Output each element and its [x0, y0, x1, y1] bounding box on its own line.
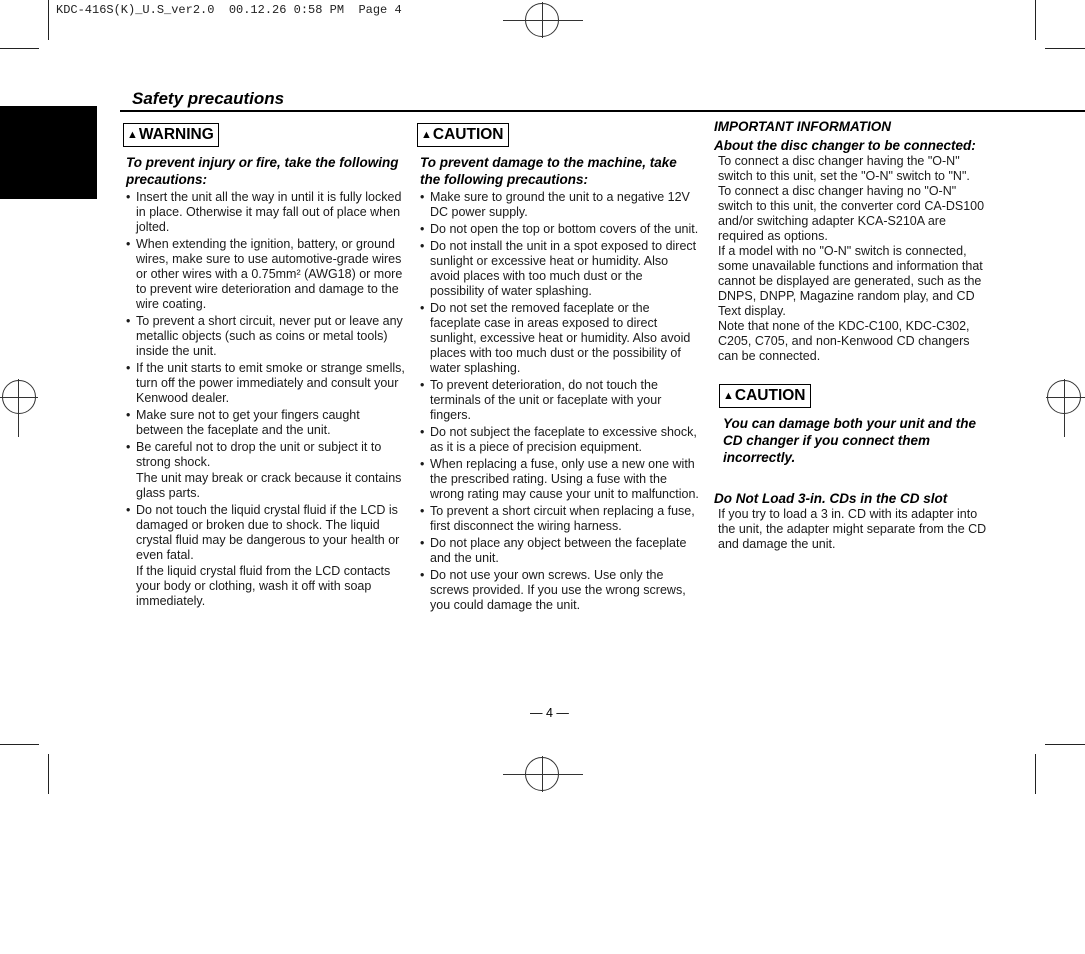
important-paragraph: If a model with no "O-N" switch is connected, some unavailable functions and information that cannot be displayed are generated, such as the DNPS, DNPP, Magazine random play, and CD Text display. — [718, 244, 983, 318]
cd-slot-title: Do Not Load 3-in. CDs in the CD slot — [714, 491, 948, 506]
warning-item: • To prevent a short circuit, never put or leave any metallic objects (such as coins or metal tools) inside the unit. — [126, 314, 405, 359]
caution-column — [417, 123, 699, 615]
warning-item: • Be careful not to drop the unit or subject it to strong shock. — [126, 440, 405, 470]
important-subtitle: About the disc changer to be connected: — [714, 138, 976, 153]
title-rule — [120, 110, 1085, 112]
important-column — [713, 118, 989, 552]
warning-heading: To prevent injury or fire, take the following precautions: — [126, 155, 399, 187]
caution-list — [417, 190, 699, 613]
warning-item: • When extending the ignition, battery, or ground wires, make sure to use automotive-grade wires or other wires with a 0.75mm² (AWG18) or more to prevent wire deterioration and damage to the wire coating. — [126, 237, 405, 312]
caution-item: • To prevent a short circuit when replacing a fuse, first disconnect the wiring harness. — [420, 504, 699, 534]
changer-caution-text: You can damage both your unit and the CD changer if you connect them incorrectly. — [723, 416, 977, 465]
caution-item: • To prevent deterioration, do not touch the terminals of the unit or faceplate with your fingers. — [420, 378, 699, 423]
crop-mark-bottom-left-v — [48, 754, 49, 794]
caution-item: • Do not install the unit in a spot exposed to direct sunlight or excessive heat or humidity. Also avoid places with too much dust or the possibility of water splashing. — [420, 239, 699, 299]
caution-item: • Do not open the top or bottom covers of the unit. — [420, 222, 699, 237]
language-tab-label: English — [70, 237, 86, 288]
caution-item: • Do not subject the faceplate to excessive shock, as it is a piece of precision equipment. — [420, 425, 699, 455]
crop-mark-bottom-right-v — [1035, 754, 1036, 794]
caution-label-box — [417, 123, 509, 147]
important-paragraph: Note that none of the KDC-C100, KDC-C302, C205, C705, and non-Kenwood CD changers can be connected. — [718, 319, 970, 363]
warning-item: • Do not touch the liquid crystal fluid if the LCD is damaged or broken due to shock. The liquid crystal fluid may be dangerous to your health or even fatal. — [126, 503, 405, 563]
crop-mark-top-left-h — [0, 48, 39, 49]
warning-list — [123, 190, 405, 609]
crop-mark-top-right-h — [1045, 48, 1085, 49]
caution-item: • Do not use your own screws. Use only the screws provided. If you use the wrong screws, you could damage the unit. — [420, 568, 699, 613]
warning-item-note: If the liquid crystal fluid from the LCD contacts your body or clothing, wash it off with soap immediately. — [136, 564, 391, 608]
warning-item: • If the unit starts to emit smoke or strange smells, turn off the power immediately and consult your Kenwood dealer. — [126, 361, 405, 406]
caution-item: • Make sure to ground the unit to a negative 12V DC power supply. — [420, 190, 699, 220]
important-title: IMPORTANT INFORMATION — [714, 119, 891, 134]
caution-heading: To prevent damage to the machine, take the following precautions: — [420, 155, 677, 187]
warning-item-note: The unit may break or crack because it contains glass parts. — [136, 471, 402, 500]
changer-caution-label-box — [719, 384, 811, 408]
warning-item: • Make sure not to get your fingers caught between the faceplate and the unit. — [126, 408, 405, 438]
cd-slot-text: If you try to load a 3 in. CD with its adapter into the unit, the adapter might separate from the CD and damage the unit. — [718, 507, 987, 551]
warning-triangle-icon: ▲ — [127, 129, 138, 141]
page-number: — 4 — — [530, 706, 569, 720]
caution-label: CAUTION — [432, 126, 504, 143]
printer-slug: KDC-416S(K)_U.S_ver2.0 00.12.26 0:58 PM Page 4 — [56, 3, 402, 17]
warning-label-box — [123, 123, 219, 147]
warning-column — [123, 123, 405, 611]
changer-caution-label: CAUTION — [734, 387, 806, 404]
warning-item: • Insert the unit all the way in until it is fully locked in place. Otherwise it may fall out of place when jolted. — [126, 190, 405, 235]
crop-mark-top-right-v — [1035, 0, 1036, 40]
page-title: Safety precautions — [132, 89, 285, 108]
warning-label: WARNING — [138, 126, 214, 143]
important-paragraph: To connect a disc changer having no "O-N" switch to this unit, the converter cord CA-DS100 and/or switching adapter KCA-S210A are required as options. — [718, 184, 985, 243]
important-paragraph: To connect a disc changer having the "O-N" switch to this unit, set the "O-N" switch to "N". — [718, 154, 970, 183]
crop-mark-bottom-left-h — [0, 744, 39, 745]
caution-triangle-icon: ▲ — [421, 129, 432, 141]
language-tab — [0, 106, 97, 288]
caution-item: • When replacing a fuse, only use a new one with the prescribed rating. Using a fuse with the wrong rating may cause your unit to malfunction. — [420, 457, 699, 502]
changer-caution-triangle-icon: ▲ — [723, 390, 734, 402]
crop-mark-top-left-v — [48, 0, 49, 40]
crop-mark-bottom-right-h — [1045, 744, 1085, 745]
caution-item: • Do not place any object between the faceplate and the unit. — [420, 536, 699, 566]
caution-item: • Do not set the removed faceplate or the faceplate case in areas exposed to direct sunlight, excessive heat or humidity. Also avoid places with too much dust or the possibility of water splashing. — [420, 301, 699, 376]
